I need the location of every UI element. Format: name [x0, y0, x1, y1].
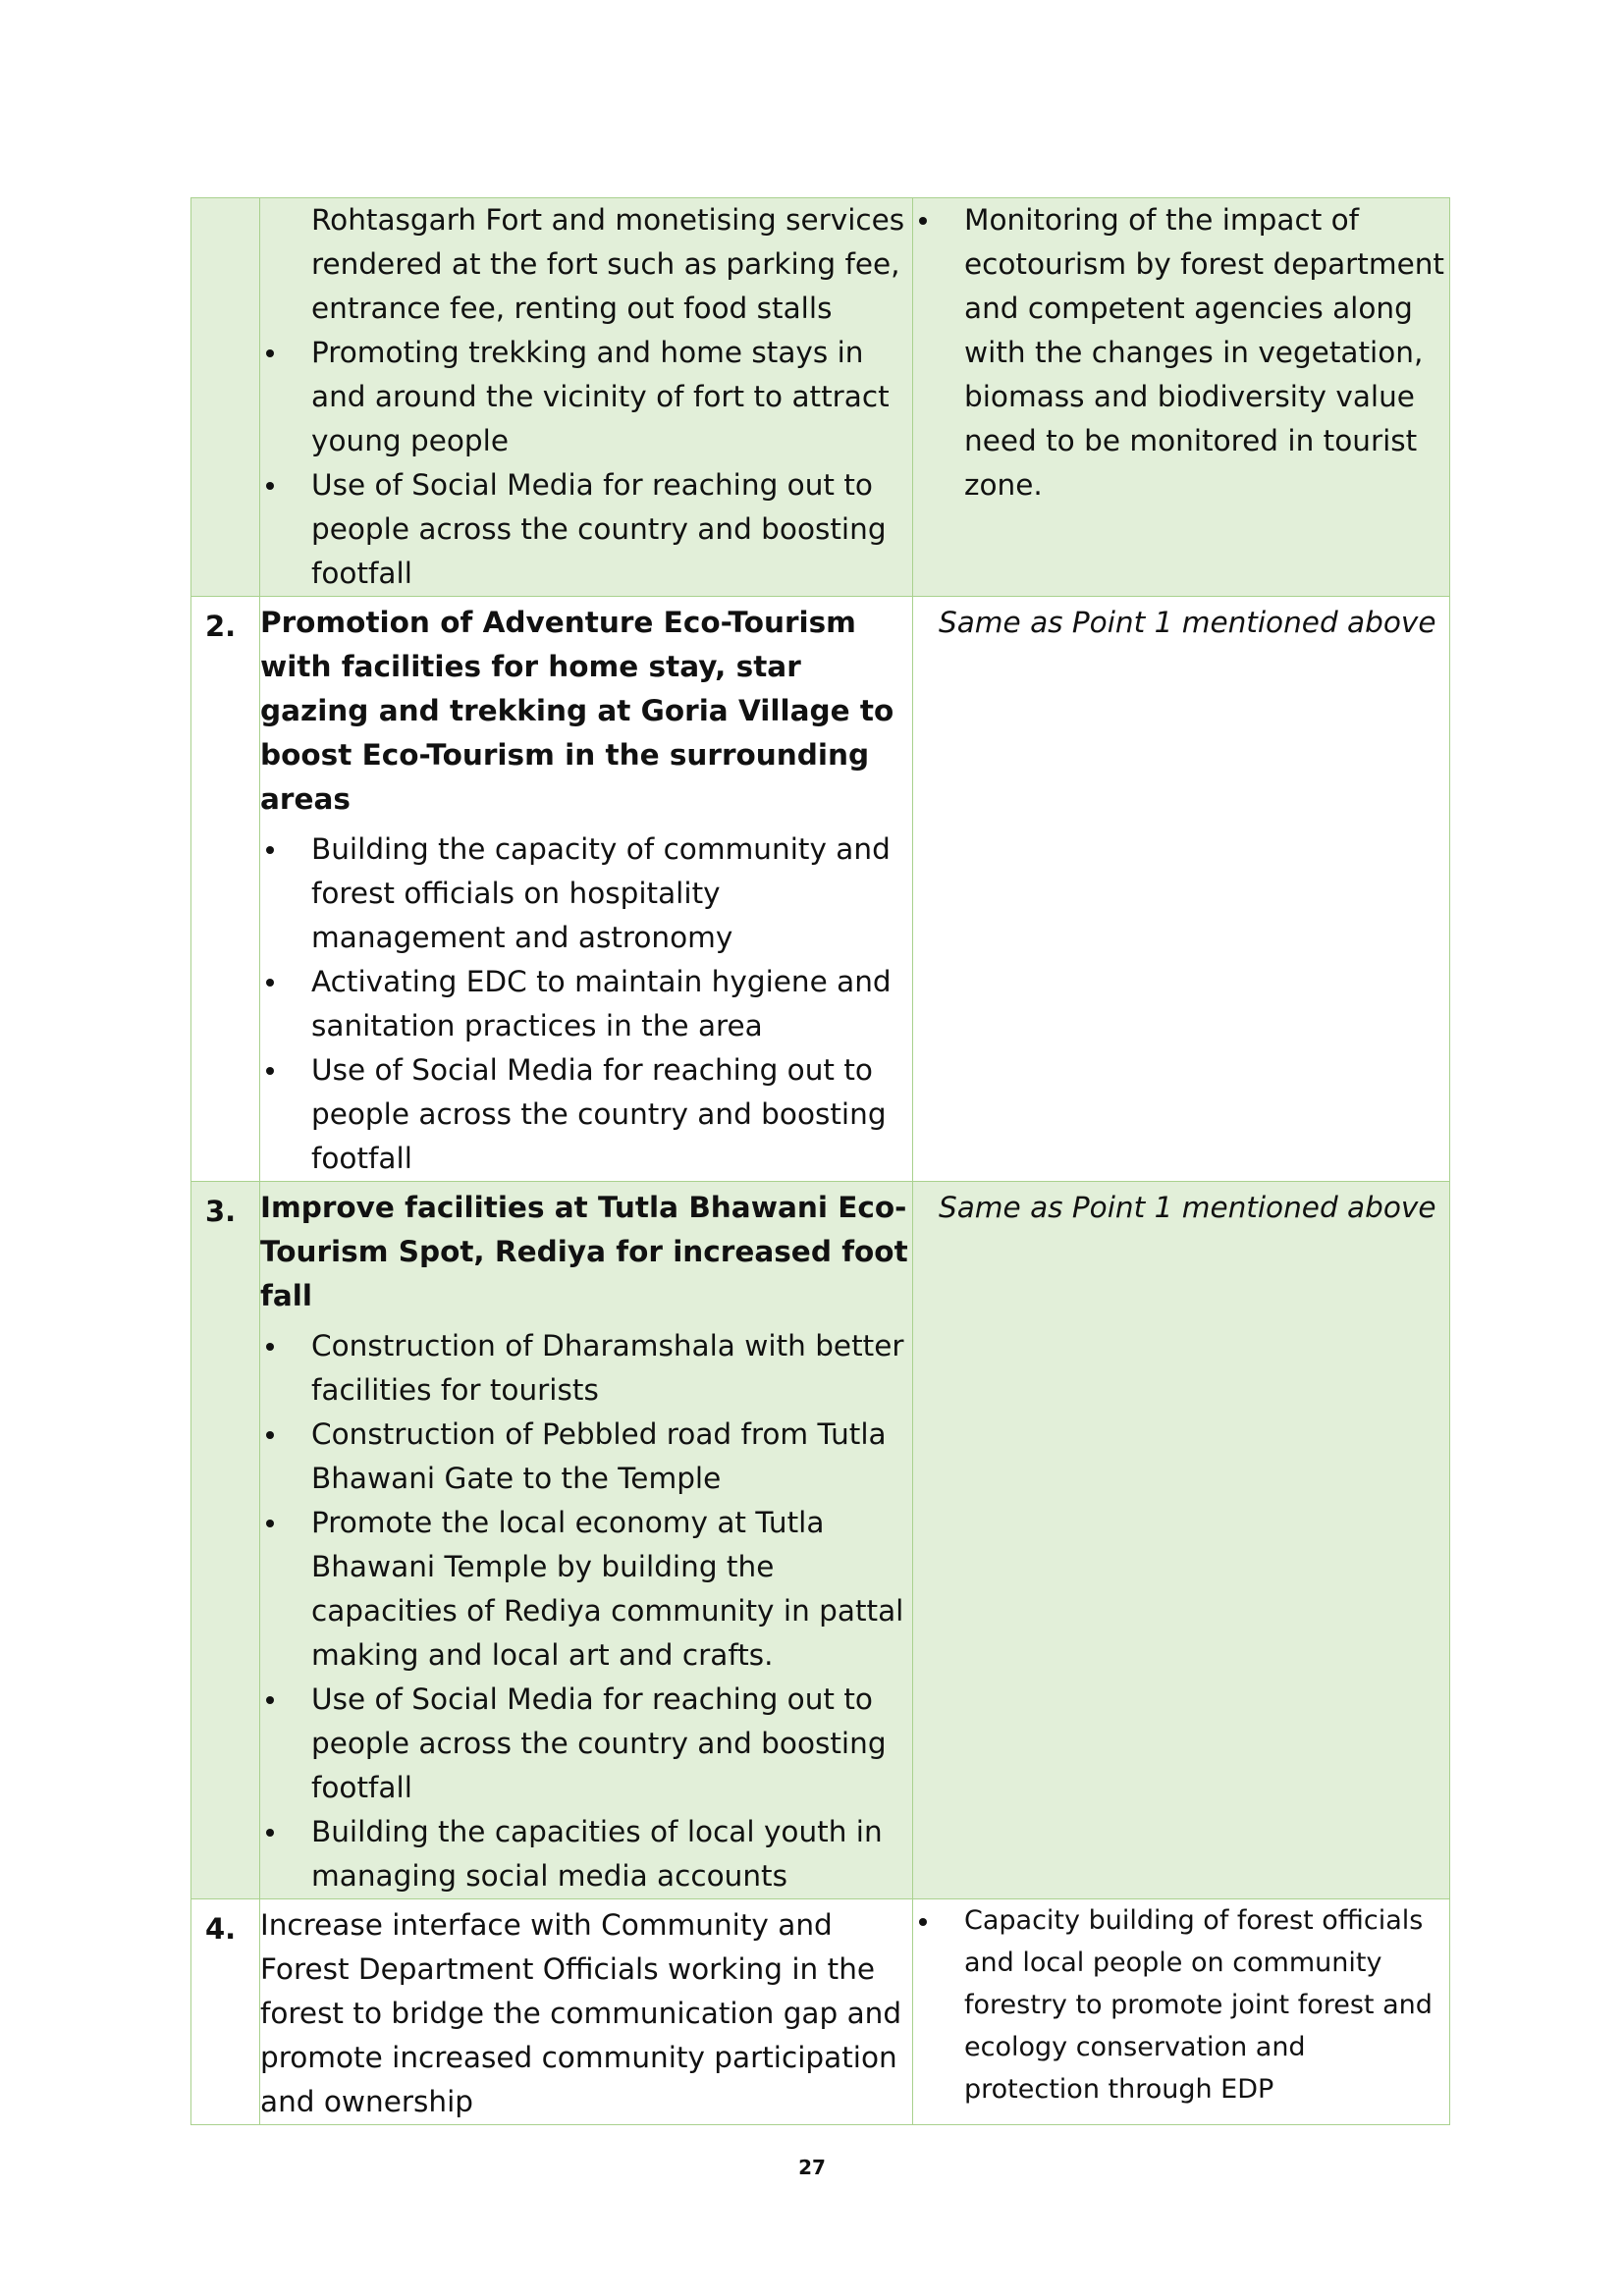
list-item: Building the capacity of community and forest officials on hospitality management and astronomy — [260, 828, 912, 960]
monitoring-cell — [913, 198, 1450, 597]
same-as-note: Same as Point 1 mentioned above — [939, 606, 1436, 639]
table-row — [191, 198, 1450, 597]
row-number-cell — [191, 1899, 260, 2125]
list-item: Use of Social Media for reaching out to people across the country and boosting footfall — [260, 1048, 912, 1181]
row-number-cell — [191, 1182, 260, 1899]
action-plan-table — [190, 197, 1450, 2125]
activity-cell — [260, 1899, 913, 2125]
row-number: 3. — [205, 1195, 237, 1228]
activity-text: Increase interface with Community and Forest Department Officials working in the forest to bridge the communication gap and promote increased community participation and ownership — [260, 1908, 902, 2118]
list-item: Promoting trekking and home stays in and around the vicinity of fort to attract young people — [260, 331, 912, 463]
activity-heading: Improve facilities at Tutla Bhawani Eco-Tourism Spot, Rediya for increased foot fall — [260, 1191, 908, 1312]
row-number-cell — [191, 597, 260, 1182]
activity-cell — [260, 597, 913, 1182]
activity-cell — [260, 1182, 913, 1899]
activity-cell — [260, 198, 913, 597]
list-item: Construction of Dharamshala with better facilities for tourists — [260, 1324, 912, 1413]
monitoring-cell — [913, 597, 1450, 1182]
list-item: Use of Social Media for reaching out to people across the country and boosting footfall — [260, 1678, 912, 1810]
row-number — [191, 198, 259, 206]
row-number: 4. — [205, 1912, 237, 1946]
list-item: Promote the local economy at Tutla Bhawani Temple by building the capacities of Rediya community in pattal making and local art and crafts. — [260, 1501, 912, 1678]
monitoring-cell — [913, 1182, 1450, 1899]
row-number-cell — [191, 198, 260, 597]
table-row — [191, 597, 1450, 1182]
list-item: Rohtasgarh Fort and monetising services rendered at the fort such as parking fee, entrance fee, renting out food stalls — [311, 203, 905, 325]
monitoring-cell — [913, 1899, 1450, 2125]
table-row — [191, 1899, 1450, 2125]
row-number: 2. — [205, 610, 237, 643]
page-number: 27 — [798, 2156, 826, 2179]
activity-heading: Promotion of Adventure Eco-Tourism with facilities for home stay, star gazing and trekking at Goria Village to boost Eco-Tourism in the surrounding areas — [260, 606, 894, 816]
list-item: Capacity building of forest officials and local people on community forestry to promote joint forest and ecology conservation and protection through EDP — [913, 1899, 1449, 2110]
same-as-note: Same as Point 1 mentioned above — [939, 1191, 1436, 1224]
list-item: Monitoring of the impact of ecotourism by forest department and competent agencies along with the changes in vegetation, biomass and biodiversity value need to be monitored in tourist zone. — [913, 198, 1449, 507]
table-row — [191, 1182, 1450, 1899]
list-item: Construction of Pebbled road from Tutla Bhawani Gate to the Temple — [260, 1413, 912, 1501]
list-item: Use of Social Media for reaching out to people across the country and boosting footfall — [260, 463, 912, 596]
list-item: Building the capacities of local youth in managing social media accounts — [260, 1810, 912, 1898]
list-item: Activating EDC to maintain hygiene and sanitation practices in the area — [260, 960, 912, 1048]
